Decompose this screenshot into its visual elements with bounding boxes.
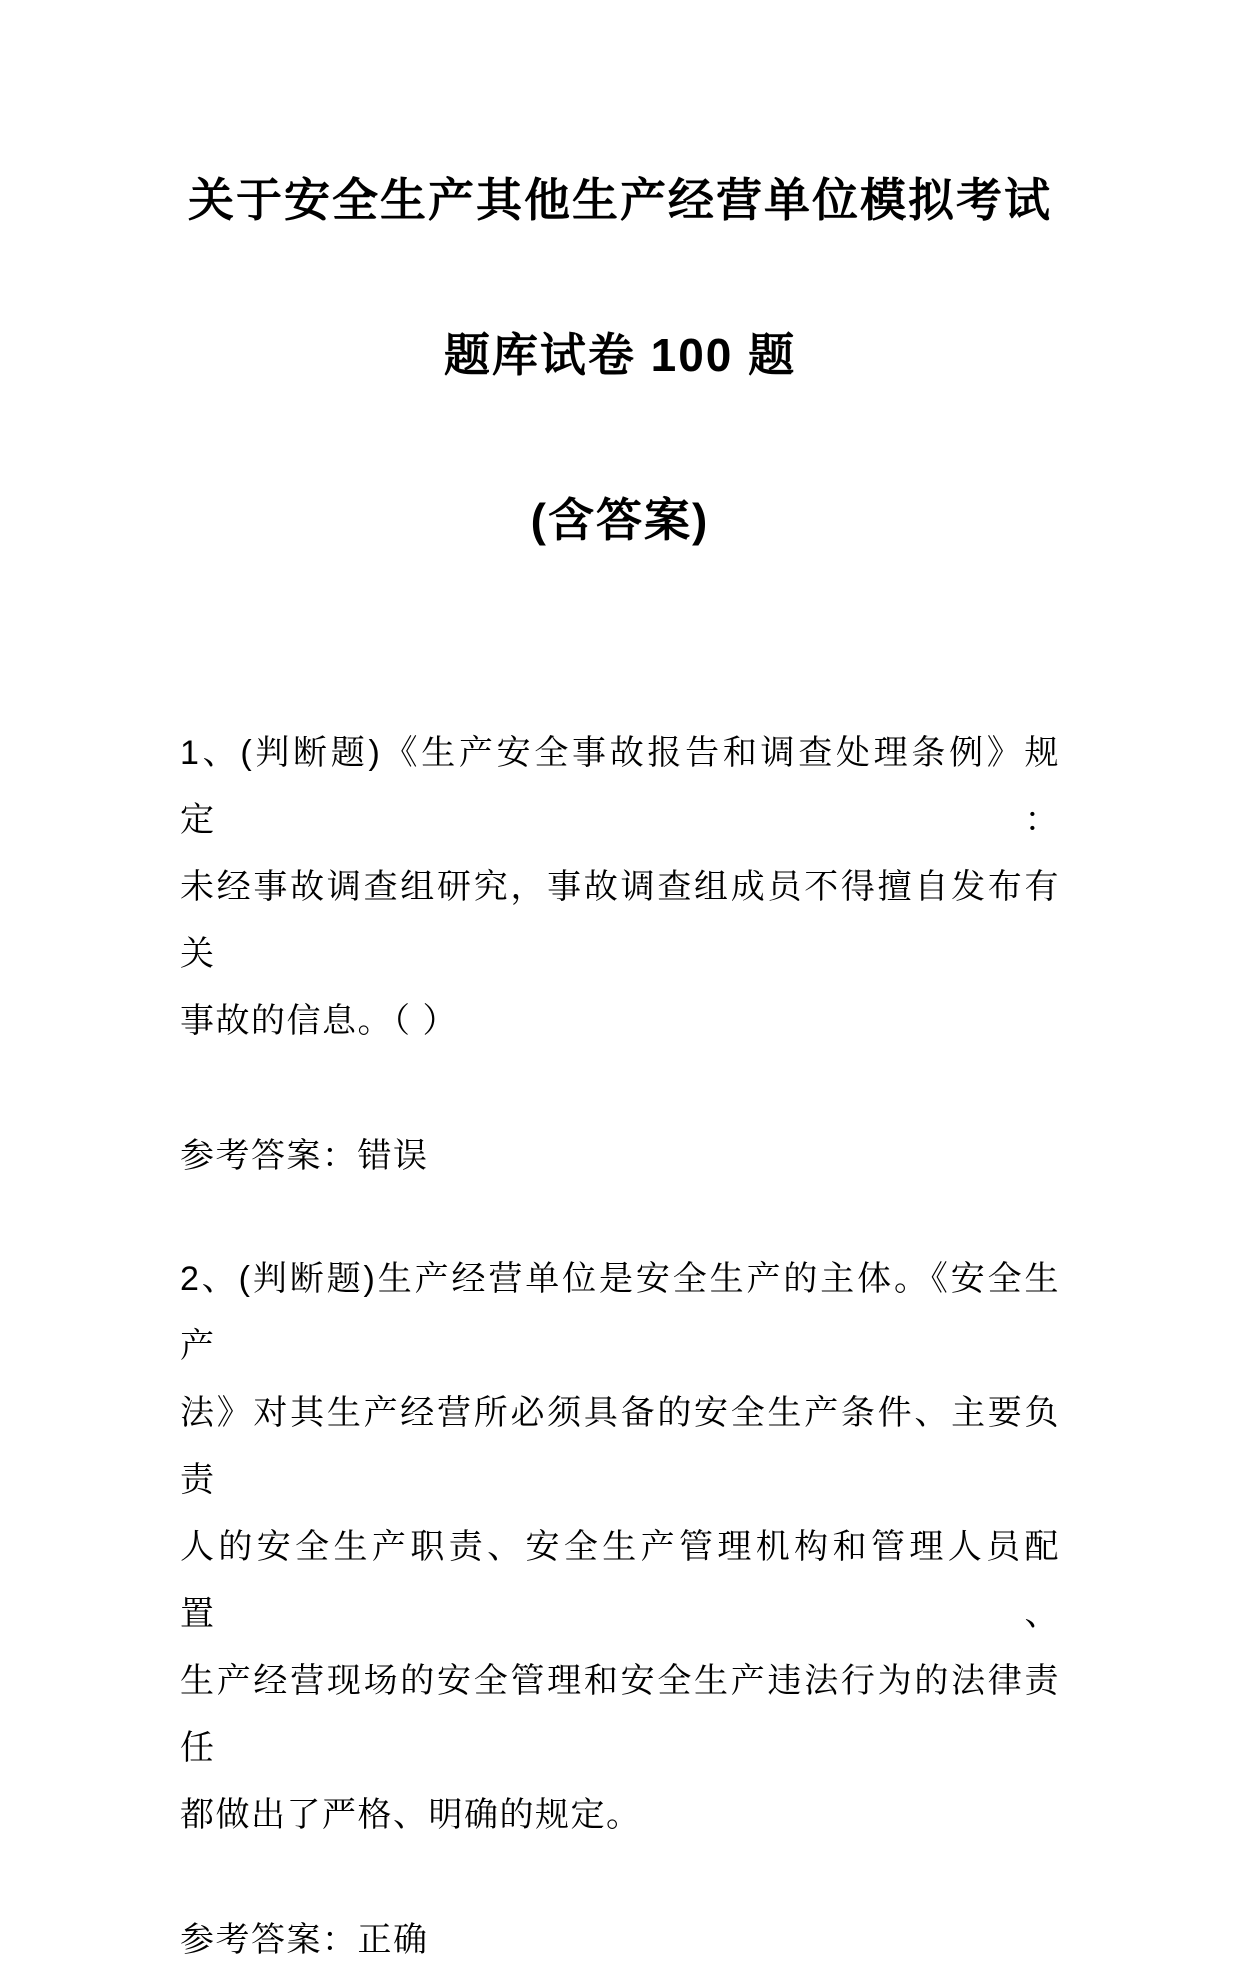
question-2-line-5: 都做出了严格、明确的规定。 [180, 1796, 642, 1834]
question-1-line-2: 未经事故调查组研究，事故调查组成员不得擅自发布有关 [180, 868, 1060, 973]
doc-title-line-1: 关于安全生产其他生产经营单位模拟考试 [188, 174, 1052, 226]
doc-subtitle: (含答案) [530, 494, 710, 546]
question-2-line-3: 人的安全生产职责、安全生产管理机构和管理人员配置、 [180, 1528, 1060, 1633]
question-1-line-1: 1、(判断题)《生产安全事故报告和调查处理条例》规定： [180, 734, 1060, 839]
question-1-line-3: 事故的信息。（ ） [180, 1002, 458, 1040]
question-2-line-4: 生产经营现场的安全管理和安全生产违法行为的法律责任 [180, 1662, 1060, 1767]
question-2 [180, 1246, 1060, 1849]
answer-1: 参考答案：错误 [180, 1137, 429, 1175]
doc-title-line-2: 题库试卷 100 题 [443, 329, 797, 381]
answer-2: 参考答案：正确 [180, 1921, 429, 1959]
question-2-line-1: 2、(判断题)生产经营单位是安全生产的主体。《安全生产 [180, 1260, 1060, 1365]
question-2-line-2: 法》对其生产经营所必须具备的安全生产条件、主要负责 [180, 1394, 1060, 1499]
question-1 [180, 720, 1060, 1055]
